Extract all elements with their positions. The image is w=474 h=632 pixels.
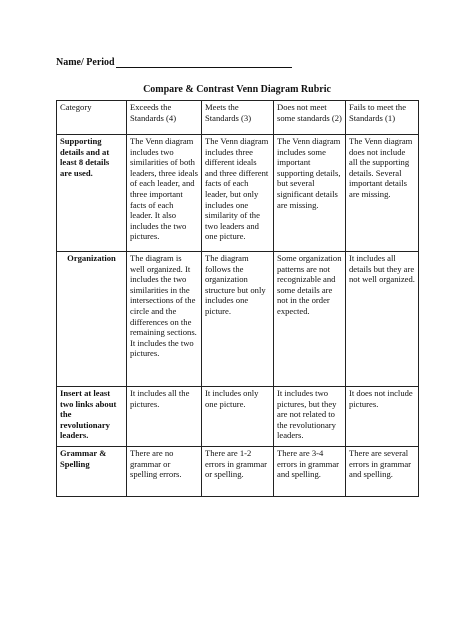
column-header: Exceeds the Standards (4) [127,101,202,135]
row-category: Grammar & Spelling [57,447,127,497]
column-header: Does not meet some standards (2) [274,101,346,135]
table-cell: It includes two pictures, but they are not related to the revolutionary leaders. [274,387,346,447]
table-row [57,447,419,497]
row-category: Organization [57,252,127,387]
row-category: Supporting details and at least 8 details are used. [57,135,127,252]
table-cell: The Venn diagram includes two similarities of both leaders, three ideals of each leader, and three important facts of each leader. It also includes the two pictures. [127,135,202,252]
table-cell: It includes all the pictures. [127,387,202,447]
row-category: Insert at least two links about the revolutionary leaders. [57,387,127,447]
table-header-row [57,101,419,135]
rubric-table [56,100,419,497]
column-header: Fails to meet the Standards (1) [346,101,419,135]
table-cell: The Venn diagram includes some important supporting details, but several significant details are missing. [274,135,346,252]
table-cell: It does not include pictures. [346,387,419,447]
table-cell: There are several errors in grammar and spelling. [346,447,419,497]
name-period-label: Name/ Period [56,57,115,68]
table-cell: There are no grammar or spelling errors. [127,447,202,497]
table-cell: There are 1-2 errors in grammar or spelling. [202,447,274,497]
page-title: Compare & Contrast Venn Diagram Rubric [143,84,331,95]
table-cell: It includes only one picture. [202,387,274,447]
table-cell: The diagram is well organized. It includes the two similarities in the intersections of the circle and the differences on the remaining sections. It includes the two pictures. [127,252,202,387]
table-cell: The Venn diagram includes three different ideals and three different facts of each leader, but only includes one similarity of the two leaders and one picture. [202,135,274,252]
table-row [57,387,419,447]
name-blank-line [116,58,292,68]
table-cell: The diagram follows the organization structure but only includes one picture. [202,252,274,387]
name-period-line [56,57,292,68]
table-cell: It includes all details but they are not well organized. [346,252,419,387]
column-header: Category [57,101,127,135]
table-row [57,252,419,387]
table-row [57,135,419,252]
table-cell: There are 3-4 errors in grammar and spelling. [274,447,346,497]
table-cell: The Venn diagram does not include all the supporting details. Several important details are missing. [346,135,419,252]
column-header: Meets the Standards (3) [202,101,274,135]
table-cell: Some organization patterns are not recognizable and some details are not in the order expected. [274,252,346,387]
